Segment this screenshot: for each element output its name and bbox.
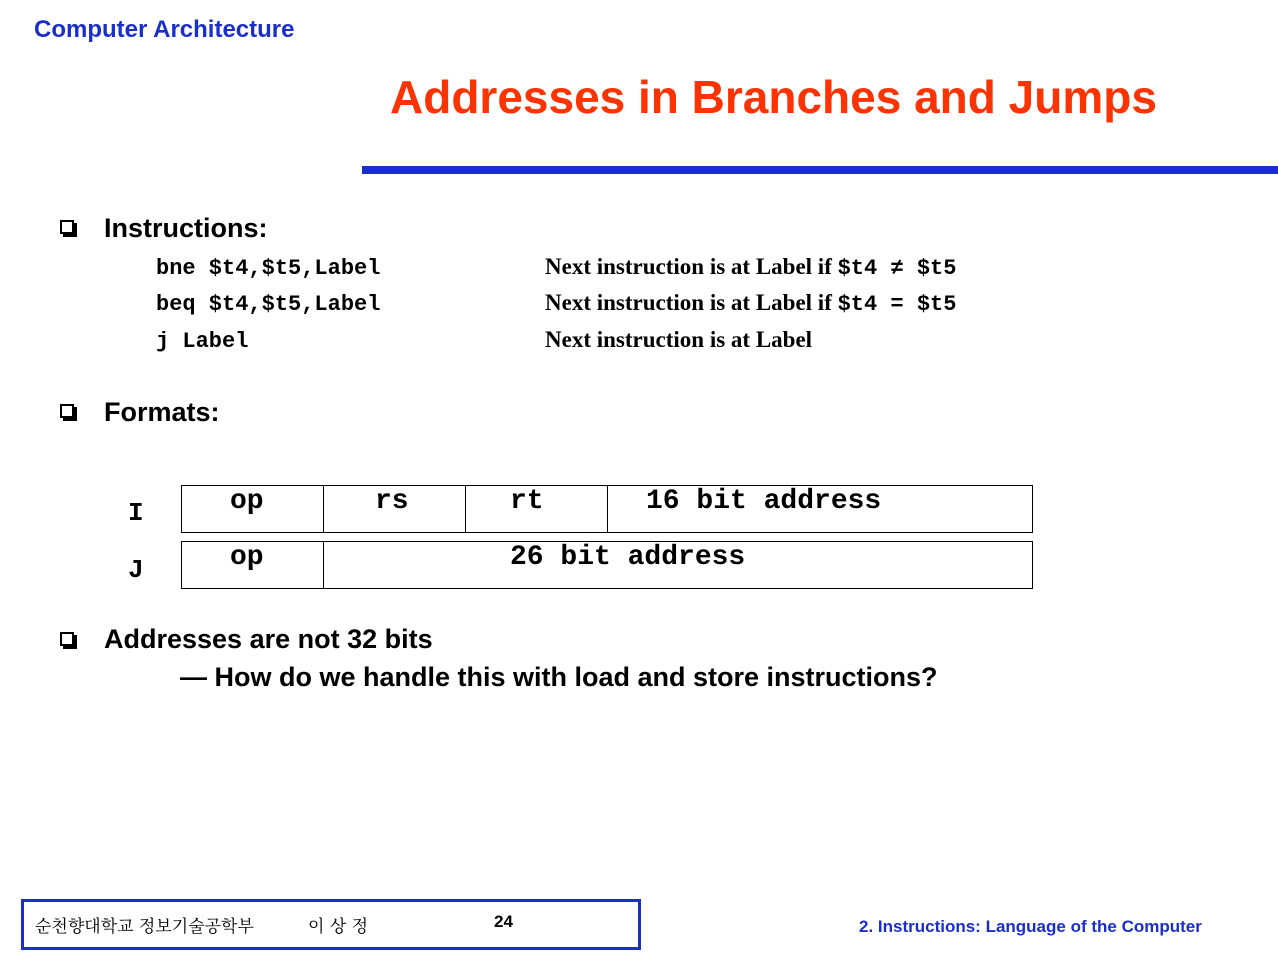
field-divider [465,485,466,533]
i-field-rs: rs [375,486,409,517]
description-condition: $t4 = $t5 [837,292,957,317]
addresses-heading: Addresses are not 32 bits [104,624,433,654]
bullet-icon [60,220,74,234]
bullet-icon [60,404,74,418]
description-text: Next instruction is at Label if [545,290,832,315]
instruction-code: bne $t4,$t5,Label [156,256,381,281]
description-condition: $t4 ≠ $t5 [837,256,957,281]
instruction-description [545,254,956,281]
bullet-icon [60,632,74,646]
instruction-description [545,290,956,317]
field-divider [323,485,324,533]
footer-author: 이 상 정 [308,917,369,937]
instruction-code: beq $t4,$t5,Label [156,292,381,317]
i-format-label: I [128,498,144,528]
instructions-heading: Instructions: [104,213,268,243]
j-format-label: J [128,555,144,585]
i-field-address: 16 bit address [646,486,882,517]
title-underline [362,166,1278,174]
formats-heading: Formats: [104,397,220,427]
j-field-address: 26 bit address [510,542,746,573]
page-number: 24 [494,912,513,931]
i-field-op: op [230,486,264,517]
field-divider [323,541,324,589]
slide-title: Addresses in Branches and Jumps [390,71,1157,123]
instruction-description [545,327,812,353]
course-title: Computer Architecture [34,16,295,43]
footer-university: 순천향대학교 정보기술공학부 [35,917,254,937]
instruction-code: j Label [156,329,249,354]
description-text: Next instruction is at Label if [545,254,832,279]
field-divider [607,485,608,533]
description-text: Next instruction is at Label [545,327,813,352]
footer-chapter: 2. Instructions: Language of the Computer [859,917,1202,936]
j-field-op: op [230,542,264,573]
i-field-rt: rt [510,486,544,517]
addresses-subtext: — How do we handle this with load and store instructions? [180,662,938,692]
